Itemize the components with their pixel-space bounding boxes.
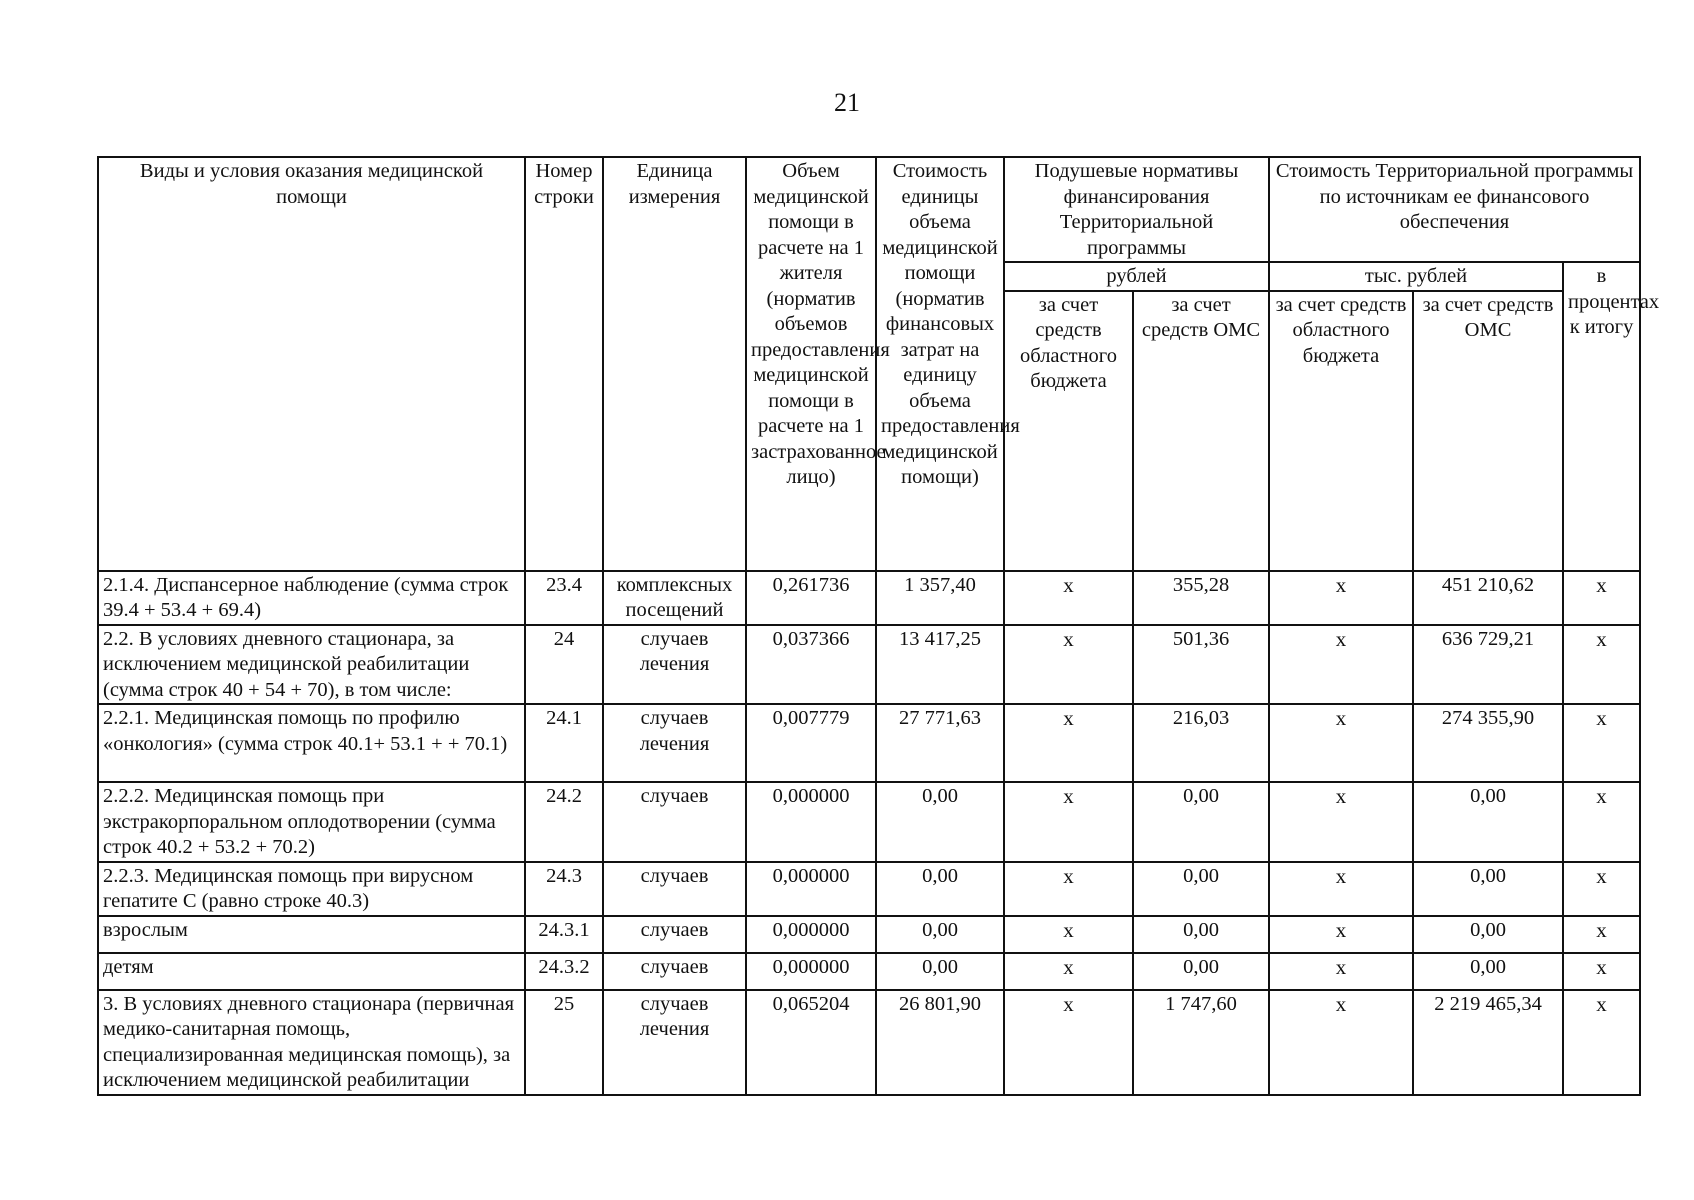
row-norm-budget: х <box>1004 571 1133 625</box>
row-unit: комплексных посещений <box>603 571 746 625</box>
row-number: 23.4 <box>525 571 603 625</box>
row-unit: случаев <box>603 953 746 990</box>
header-unit-cost: Стоимость единицы объема медицинской помощи (норматив финансовых затрат на единицу объема предоставления медицинской помощи) <box>876 157 1004 571</box>
row-name: 2.2.3. Медицинская помощь при вирусном гепатите С (равно строке 40.3) <box>98 862 525 916</box>
row-unit: случаев лечения <box>603 625 746 705</box>
header-unit: Единица измерения <box>603 157 746 571</box>
row-norm-oms: 0,00 <box>1133 953 1269 990</box>
row-norm-budget: х <box>1004 916 1133 953</box>
row-volume: 0,000000 <box>746 916 876 953</box>
table-row <box>98 862 1640 916</box>
row-norm-oms: 1 747,60 <box>1133 990 1269 1095</box>
header-thousand-rubles: тыс. рублей <box>1269 262 1563 291</box>
row-unit: случаев <box>603 862 746 916</box>
row-total-budget: х <box>1269 916 1413 953</box>
row-norm-oms: 501,36 <box>1133 625 1269 705</box>
row-number: 24.2 <box>525 782 603 862</box>
row-total-budget: х <box>1269 704 1413 782</box>
table-row <box>98 782 1640 862</box>
row-cost: 0,00 <box>876 916 1004 953</box>
table-row <box>98 571 1640 625</box>
row-total-budget: х <box>1269 990 1413 1095</box>
row-name: 2.1.4. Диспансерное наблюдение (сумма строк 39.4 + 53.4 + 69.4) <box>98 571 525 625</box>
row-volume: 0,000000 <box>746 782 876 862</box>
page-number: 21 <box>834 88 860 117</box>
row-cost: 26 801,90 <box>876 990 1004 1095</box>
row-norm-oms: 355,28 <box>1133 571 1269 625</box>
row-unit: случаев лечения <box>603 704 746 782</box>
row-norm-budget: х <box>1004 704 1133 782</box>
header-rubles: рублей <box>1004 262 1269 291</box>
row-total-oms: 0,00 <box>1413 782 1563 862</box>
header-row-number: Номер строки <box>525 157 603 571</box>
header-total-oms: за счет средств ОМС <box>1413 291 1563 571</box>
table-row <box>98 953 1640 990</box>
header-percent: в процентах к итогу <box>1563 262 1640 571</box>
row-total-budget: х <box>1269 625 1413 705</box>
row-percent: х <box>1563 782 1640 862</box>
row-cost: 0,00 <box>876 862 1004 916</box>
header-kind: Виды и условия оказания медицинской помощи <box>98 157 525 571</box>
table-row <box>98 916 1640 953</box>
row-unit: случаев <box>603 916 746 953</box>
row-number: 24.3.1 <box>525 916 603 953</box>
row-norm-budget: х <box>1004 782 1133 862</box>
financing-table <box>97 156 1660 1096</box>
table-row <box>98 625 1640 705</box>
row-number: 24.1 <box>525 704 603 782</box>
row-name: детям <box>98 953 525 990</box>
row-number: 24 <box>525 625 603 705</box>
header-norm-budget: за счет средств областного бюджета <box>1004 291 1133 571</box>
row-percent: х <box>1563 916 1640 953</box>
row-total-oms: 0,00 <box>1413 916 1563 953</box>
row-number: 24.3 <box>525 862 603 916</box>
row-cost: 0,00 <box>876 953 1004 990</box>
row-number: 25 <box>525 990 603 1095</box>
row-volume: 0,000000 <box>746 953 876 990</box>
row-total-oms: 274 355,90 <box>1413 704 1563 782</box>
row-percent: х <box>1563 953 1640 990</box>
header-volume: Объем медицинской помощи в расчете на 1 жителя (норматив объемов предоставления медицинской помощи в расчете на 1 застрахованное лицо) <box>746 157 876 571</box>
row-volume: 0,037366 <box>746 625 876 705</box>
row-name: 3. В условиях дневного стационара (первичная медико-санитарная помощь, специализированная медицинская помощь), за исключением медицинской реабилитации <box>98 990 525 1095</box>
table-row <box>98 990 1640 1095</box>
row-norm-oms: 0,00 <box>1133 862 1269 916</box>
row-cost: 0,00 <box>876 782 1004 862</box>
row-number: 24.3.2 <box>525 953 603 990</box>
row-total-oms: 0,00 <box>1413 862 1563 916</box>
header-per-capita-norms: Подушевые нормативы финансирования Территориальной программы <box>1004 157 1269 262</box>
row-percent: х <box>1563 990 1640 1095</box>
row-cost: 27 771,63 <box>876 704 1004 782</box>
row-total-oms: 0,00 <box>1413 953 1563 990</box>
row-norm-oms: 0,00 <box>1133 916 1269 953</box>
row-unit: случаев <box>603 782 746 862</box>
row-total-budget: х <box>1269 571 1413 625</box>
row-norm-budget: х <box>1004 953 1133 990</box>
row-volume: 0,007779 <box>746 704 876 782</box>
row-volume: 0,000000 <box>746 862 876 916</box>
row-percent: х <box>1563 862 1640 916</box>
row-total-oms: 2 219 465,34 <box>1413 990 1563 1095</box>
row-norm-oms: 0,00 <box>1133 782 1269 862</box>
row-total-budget: х <box>1269 953 1413 990</box>
row-volume: 0,065204 <box>746 990 876 1095</box>
row-total-oms: 636 729,21 <box>1413 625 1563 705</box>
table-row <box>98 704 1640 782</box>
row-name: 2.2.1. Медицинская помощь по профилю «онкология» (сумма строк 40.1+ 53.1 + + 70.1) <box>98 704 525 782</box>
row-norm-budget: х <box>1004 862 1133 916</box>
row-name: 2.2. В условиях дневного стационара, за исключением медицинской реабилитации (сумма строк 40 + 54 + 70), в том числе: <box>98 625 525 705</box>
row-percent: х <box>1563 571 1640 625</box>
row-total-budget: х <box>1269 862 1413 916</box>
header-program-cost: Стоимость Территориальной программы по источникам ее финансового обеспечения <box>1269 157 1640 262</box>
row-total-oms: 451 210,62 <box>1413 571 1563 625</box>
row-cost: 1 357,40 <box>876 571 1004 625</box>
row-norm-budget: х <box>1004 990 1133 1095</box>
row-total-budget: х <box>1269 782 1413 862</box>
row-norm-oms: 216,03 <box>1133 704 1269 782</box>
row-volume: 0,261736 <box>746 571 876 625</box>
row-percent: х <box>1563 625 1640 705</box>
row-norm-budget: х <box>1004 625 1133 705</box>
row-unit: случаев лечения <box>603 990 746 1095</box>
row-percent: х <box>1563 704 1640 782</box>
row-cost: 13 417,25 <box>876 625 1004 705</box>
header-norm-oms: за счет средств ОМС <box>1133 291 1269 571</box>
row-name: взрослым <box>98 916 525 953</box>
row-name: 2.2.2. Медицинская помощь при экстракорпоральном оплодотворении (сумма строк 40.2 + 53.2 + 70.2) <box>98 782 525 862</box>
header-total-budget: за счет средств областного бюджета <box>1269 291 1413 571</box>
